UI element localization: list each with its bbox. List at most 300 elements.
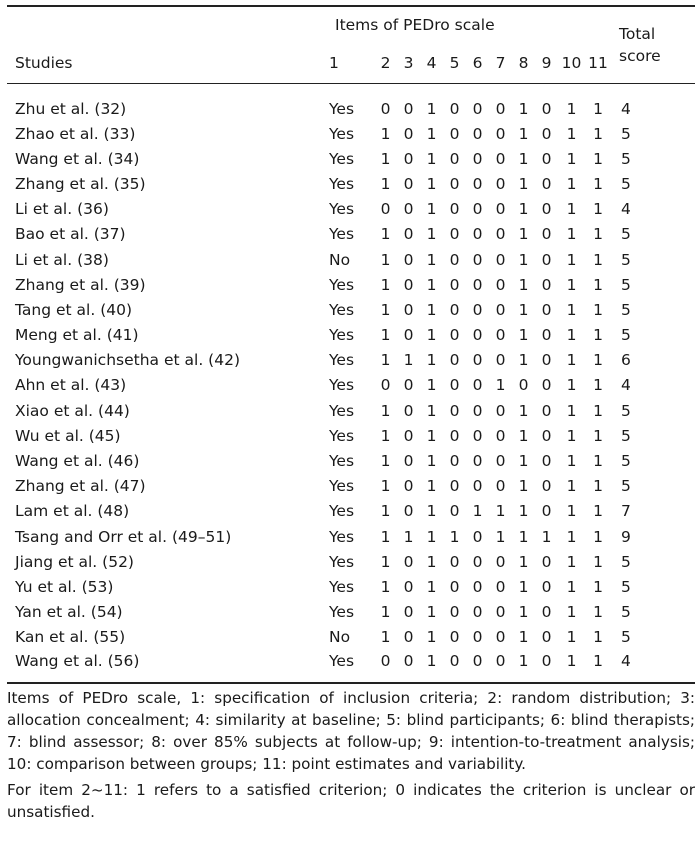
score-cell: 1 [593, 250, 603, 269]
score-cell: 0 [541, 452, 552, 471]
score-cell: 1 [566, 200, 577, 219]
item1-cell: Yes [329, 100, 355, 118]
score-cell: 1 [426, 426, 437, 445]
total-score-cell: 5 [621, 452, 631, 471]
score-cell: 1 [566, 124, 577, 143]
score-cell: 1 [593, 426, 603, 445]
score-cell: 1 [518, 502, 529, 521]
table-row [7, 222, 695, 247]
score-cell: 0 [541, 300, 552, 319]
total-score-cell: 5 [621, 326, 631, 345]
score-cell: 1 [566, 577, 577, 596]
score-cell: 1 [566, 477, 577, 496]
study-cell: Ahn et al. (43) [15, 376, 127, 395]
score-cell: 0 [449, 351, 460, 370]
score-cell: 0 [541, 651, 552, 670]
score-cell: 0 [403, 124, 414, 143]
score-cell: 0 [472, 275, 483, 294]
score-cell: 0 [403, 100, 414, 118]
score-cell: 0 [541, 250, 552, 269]
score-cell: 1 [593, 225, 603, 244]
footnote-scoring: For item 2~11: 1 refers to a satisfied criterion; 0 indicates the criterion is unclear or unsatisfied. [7, 781, 695, 821]
score-cell: 1 [566, 250, 577, 269]
score-cell: 0 [403, 628, 414, 647]
score-cell: 1 [380, 174, 391, 193]
score-cell: 1 [426, 174, 437, 193]
score-cell: 1 [380, 527, 391, 546]
score-cell: 0 [472, 603, 483, 622]
total-score-cell: 5 [621, 552, 631, 571]
score-cell: 0 [541, 401, 552, 420]
score-cell: 0 [449, 628, 460, 647]
study-cell: Xiao et al. (44) [15, 401, 130, 420]
score-cell: 0 [495, 426, 506, 445]
item1-cell: No [329, 250, 351, 269]
table-row [7, 121, 695, 146]
score-cell: 1 [380, 275, 391, 294]
score-cell: 0 [380, 100, 391, 118]
score-cell: 0 [541, 174, 552, 193]
total-score-cell: 5 [621, 603, 631, 622]
table-row [7, 297, 695, 322]
score-cell: 1 [593, 275, 603, 294]
score-cell: 0 [495, 300, 506, 319]
score-cell: 1 [518, 527, 529, 546]
score-cell: 1 [566, 174, 577, 193]
score-cell: 0 [495, 628, 506, 647]
table-row [7, 171, 695, 196]
score-cell: 0 [495, 250, 506, 269]
score-cell: 0 [495, 401, 506, 420]
score-cell: 1 [593, 124, 603, 143]
score-cell: 1 [518, 326, 529, 345]
score-cell: 1 [426, 452, 437, 471]
score-cell: 0 [449, 174, 460, 193]
items-of-pedro-label: Items of PEDro scale [335, 16, 495, 34]
score-cell: 0 [472, 477, 483, 496]
score-cell: 1 [518, 401, 529, 420]
score-cell: 0 [403, 200, 414, 219]
score-cell: 0 [472, 527, 483, 546]
score-cell: 1 [426, 527, 437, 546]
score-cell: 1 [403, 351, 414, 370]
score-cell: 1 [566, 502, 577, 521]
score-cell: 1 [426, 651, 437, 670]
table-row [7, 272, 695, 297]
score-cell: 1 [566, 401, 577, 420]
score-cell: 0 [541, 225, 552, 244]
score-cell: 1 [380, 300, 391, 319]
study-cell: Zhao et al. (33) [15, 124, 136, 143]
header-row-top [7, 6, 695, 43]
score-cell: 1 [426, 300, 437, 319]
score-cell: 1 [566, 376, 577, 395]
score-cell: 1 [426, 275, 437, 294]
score-cell: 1 [518, 200, 529, 219]
score-cell: 1 [518, 225, 529, 244]
score-cell: 0 [449, 477, 460, 496]
score-cell: 0 [472, 552, 483, 571]
item1-cell: Yes [329, 426, 355, 445]
score-cell: 1 [426, 477, 437, 496]
score-cell: 0 [495, 275, 506, 294]
item1-cell: Yes [329, 326, 355, 345]
score-cell: 0 [449, 577, 460, 596]
score-cell: 1 [593, 603, 603, 622]
score-cell: 1 [380, 477, 391, 496]
study-cell: Zhang et al. (47) [15, 477, 146, 496]
score-cell: 0 [541, 376, 552, 395]
score-cell: 0 [541, 603, 552, 622]
total-score-cell: 5 [621, 477, 631, 496]
score-cell: 0 [541, 628, 552, 647]
score-cell: 1 [566, 351, 577, 370]
table-row [7, 600, 695, 625]
score-cell: 1 [566, 426, 577, 445]
item-header: 11 [585, 43, 611, 84]
score-cell: 1 [426, 401, 437, 420]
score-cell: 0 [495, 225, 506, 244]
score-cell: 0 [541, 275, 552, 294]
score-cell: 1 [518, 124, 529, 143]
item-header: 4 [420, 43, 443, 84]
table-row [7, 323, 695, 348]
score-cell: 1 [518, 351, 529, 370]
score-cell: 1 [518, 300, 529, 319]
score-cell: 0 [403, 174, 414, 193]
table-footnote [7, 687, 695, 827]
footnote-items-legend: Items of PEDro scale, 1: specification of inclusion criteria; 2: random distribution; 3: allocation concealment; 4: similarity at baseline; 5: blind participants; 6: blind therapists; 7: blind assessor; 8: over 85% subjects at follow-up; 9: intention-to-treatment analysis; 10: comparison between groups; 11: point estimates and variability. [7, 689, 695, 773]
total-score-cell: 5 [621, 149, 631, 168]
group-header [327, 6, 611, 43]
score-cell: 0 [449, 452, 460, 471]
score-cell: 1 [593, 200, 603, 219]
total-score-cell: 5 [621, 124, 631, 143]
item1-cell: Yes [329, 552, 355, 571]
score-cell: 1 [380, 452, 391, 471]
table-row [7, 398, 695, 423]
studies-header: Studies [15, 54, 73, 72]
score-cell: 1 [518, 452, 529, 471]
score-cell: 0 [449, 200, 460, 219]
item1-cell: Yes [329, 200, 355, 219]
score-cell: 0 [403, 426, 414, 445]
score-cell: 1 [518, 275, 529, 294]
score-cell: 1 [380, 250, 391, 269]
item-header: 1 [327, 43, 374, 84]
score-cell: 1 [426, 351, 437, 370]
score-cell: 1 [593, 100, 603, 118]
score-cell: 0 [380, 200, 391, 219]
score-cell: 0 [403, 603, 414, 622]
score-cell: 1 [518, 426, 529, 445]
score-cell: 1 [593, 552, 603, 571]
item-header: 7 [489, 43, 512, 84]
table-row [7, 197, 695, 222]
score-cell: 0 [472, 628, 483, 647]
score-cell: 0 [403, 225, 414, 244]
score-cell: 0 [449, 149, 460, 168]
table-row [7, 474, 695, 499]
study-cell: Wu et al. (45) [15, 426, 121, 445]
score-cell: 0 [541, 100, 552, 118]
score-cell: 1 [426, 326, 437, 345]
score-cell: 0 [403, 477, 414, 496]
score-cell: 0 [541, 502, 552, 521]
score-cell: 1 [593, 628, 603, 647]
score-cell: 1 [380, 628, 391, 647]
score-cell: 1 [495, 527, 506, 546]
score-cell: 1 [426, 124, 437, 143]
study-cell: Kan et al. (55) [15, 628, 126, 647]
study-cell: Yu et al. (53) [15, 577, 114, 596]
score-cell: 0 [403, 275, 414, 294]
score-cell: 1 [593, 300, 603, 319]
score-cell: 0 [495, 124, 506, 143]
score-cell: 0 [541, 477, 552, 496]
score-cell: 1 [593, 326, 603, 345]
score-cell: 0 [449, 401, 460, 420]
score-cell: 1 [518, 628, 529, 647]
study-cell: Zhu et al. (32) [15, 100, 127, 118]
score-cell: 0 [472, 577, 483, 596]
score-cell: 1 [380, 124, 391, 143]
table-row [7, 650, 695, 683]
score-cell: 1 [518, 250, 529, 269]
score-cell: 0 [449, 124, 460, 143]
table-row [7, 84, 695, 122]
study-cell: Jiang et al. (52) [15, 552, 134, 571]
score-cell: 0 [472, 100, 483, 118]
score-cell: 0 [495, 200, 506, 219]
score-cell: 1 [518, 477, 529, 496]
score-cell: 0 [449, 552, 460, 571]
item1-cell: Yes [329, 452, 355, 471]
score-cell: 0 [495, 100, 506, 118]
score-cell: 0 [403, 300, 414, 319]
study-cell: Li et al. (38) [15, 250, 109, 269]
table-row [7, 549, 695, 574]
item1-cell: Yes [329, 174, 355, 193]
score-cell: 1 [593, 527, 603, 546]
table-row [7, 423, 695, 448]
item1-cell: Yes [329, 603, 355, 622]
study-cell: Li et al. (36) [15, 200, 109, 219]
table-body [7, 84, 695, 683]
score-cell: 0 [403, 577, 414, 596]
score-cell: 1 [566, 149, 577, 168]
score-cell: 1 [518, 577, 529, 596]
score-cell: 1 [426, 552, 437, 571]
score-cell: 1 [380, 149, 391, 168]
score-cell: 1 [380, 351, 391, 370]
score-cell: 1 [426, 250, 437, 269]
total-score-cell: 5 [621, 275, 631, 294]
score-cell: 1 [593, 401, 603, 420]
score-cell: 1 [593, 651, 603, 670]
score-cell: 0 [449, 426, 460, 445]
score-cell: 0 [472, 351, 483, 370]
score-cell: 1 [426, 628, 437, 647]
score-cell: 1 [566, 651, 577, 670]
score-cell: 1 [593, 376, 603, 395]
total-score-cell: 4 [621, 200, 631, 219]
score-cell: 1 [566, 225, 577, 244]
item1-cell: Yes [329, 351, 355, 370]
table-row [7, 247, 695, 272]
score-cell: 0 [541, 351, 552, 370]
score-cell: 0 [495, 174, 506, 193]
total-score-header: Total score [619, 25, 661, 65]
score-cell: 0 [472, 651, 483, 670]
score-cell: 1 [518, 603, 529, 622]
item1-cell: Yes [329, 577, 355, 596]
score-cell: 1 [566, 275, 577, 294]
score-cell: 1 [518, 651, 529, 670]
score-cell: 0 [403, 452, 414, 471]
total-score-cell: 5 [621, 300, 631, 319]
table-row [7, 448, 695, 473]
score-cell: 0 [449, 651, 460, 670]
score-cell: 1 [426, 577, 437, 596]
score-cell: 0 [449, 376, 460, 395]
score-cell: 0 [380, 651, 391, 670]
table-row [7, 373, 695, 398]
item1-cell: Yes [329, 502, 355, 521]
score-cell: 0 [495, 326, 506, 345]
score-cell: 0 [472, 426, 483, 445]
score-cell: 0 [403, 651, 414, 670]
item1-cell: Yes [329, 527, 355, 546]
total-score-cell: 5 [621, 401, 631, 420]
total-score-cell: 9 [621, 527, 631, 546]
study-cell: Tsang and Orr et al. (49–51) [15, 527, 232, 546]
score-cell: 1 [426, 200, 437, 219]
score-cell: 1 [380, 577, 391, 596]
study-cell: Wang et al. (34) [15, 149, 140, 168]
item1-cell: Yes [329, 300, 355, 319]
study-cell: Youngwanichsetha et al. (42) [15, 351, 240, 370]
score-cell: 0 [472, 452, 483, 471]
item-header: 2 [374, 43, 397, 84]
total-score-cell: 4 [621, 100, 631, 118]
score-cell: 0 [472, 326, 483, 345]
score-cell: 1 [380, 225, 391, 244]
score-cell: 0 [403, 250, 414, 269]
score-cell: 1 [380, 603, 391, 622]
score-cell: 1 [593, 452, 603, 471]
score-cell: 0 [541, 577, 552, 596]
score-cell: 1 [566, 300, 577, 319]
score-cell: 0 [472, 200, 483, 219]
score-cell: 0 [541, 149, 552, 168]
score-cell: 0 [495, 603, 506, 622]
item1-cell: Yes [329, 376, 355, 395]
score-cell: 1 [495, 502, 506, 521]
score-cell: 1 [380, 326, 391, 345]
item-header: 3 [397, 43, 420, 84]
total-score-cell: 5 [621, 174, 631, 193]
score-cell: 1 [518, 149, 529, 168]
score-cell: 1 [426, 100, 437, 118]
score-cell: 1 [593, 351, 603, 370]
score-cell: 1 [593, 174, 603, 193]
score-cell: 1 [380, 502, 391, 521]
item1-cell: Yes [329, 651, 355, 670]
total-score-cell: 5 [621, 250, 631, 269]
score-cell: 0 [541, 552, 552, 571]
total-score-cell: 5 [621, 577, 631, 596]
score-cell: 1 [426, 225, 437, 244]
item-header: 5 [443, 43, 466, 84]
total-score-cell: 6 [621, 351, 631, 370]
item-header: 8 [512, 43, 535, 84]
score-cell: 0 [403, 376, 414, 395]
score-cell: 1 [426, 603, 437, 622]
total-score-cell: 5 [621, 225, 631, 244]
study-cell: Bao et al. (37) [15, 225, 126, 244]
total-score-cell: 4 [621, 651, 631, 670]
item-header: 9 [535, 43, 558, 84]
score-cell: 0 [541, 124, 552, 143]
score-cell: 1 [593, 577, 603, 596]
item1-cell: Yes [329, 275, 355, 294]
score-cell: 0 [472, 174, 483, 193]
score-cell: 1 [380, 552, 391, 571]
table-row [7, 348, 695, 373]
total-score-cell: 5 [621, 426, 631, 445]
header-row-items [7, 43, 695, 84]
item1-cell: Yes [329, 225, 355, 244]
score-cell: 0 [403, 401, 414, 420]
study-cell: Lam et al. (48) [15, 502, 130, 521]
score-cell: 0 [403, 552, 414, 571]
score-cell: 1 [518, 552, 529, 571]
score-cell: 0 [380, 376, 391, 395]
score-cell: 1 [593, 477, 603, 496]
score-cell: 0 [541, 426, 552, 445]
item-header: 10 [558, 43, 585, 84]
score-cell: 1 [472, 502, 483, 521]
score-cell: 1 [566, 603, 577, 622]
score-cell: 1 [426, 376, 437, 395]
score-cell: 0 [495, 577, 506, 596]
score-cell: 1 [566, 527, 577, 546]
score-cell: 0 [541, 200, 552, 219]
score-cell: 0 [495, 452, 506, 471]
score-cell: 0 [472, 149, 483, 168]
score-cell: 1 [566, 100, 577, 118]
score-cell: 0 [472, 124, 483, 143]
study-cell: Wang et al. (46) [15, 452, 140, 471]
study-cell: Meng et al. (41) [15, 326, 139, 345]
score-cell: 1 [518, 100, 529, 118]
item-header: 6 [466, 43, 489, 84]
score-cell: 0 [518, 376, 529, 395]
score-cell: 1 [566, 628, 577, 647]
item1-cell: Yes [329, 124, 355, 143]
score-cell: 0 [472, 300, 483, 319]
score-cell: 1 [566, 452, 577, 471]
table-row [7, 146, 695, 171]
pedro-scale-table [7, 5, 695, 684]
table-row [7, 499, 695, 524]
item1-cell: Yes [329, 477, 355, 496]
study-cell: Yan et al. (54) [15, 603, 123, 622]
table-row [7, 574, 695, 599]
score-cell: 1 [593, 149, 603, 168]
total-score-cell: 7 [621, 502, 631, 521]
